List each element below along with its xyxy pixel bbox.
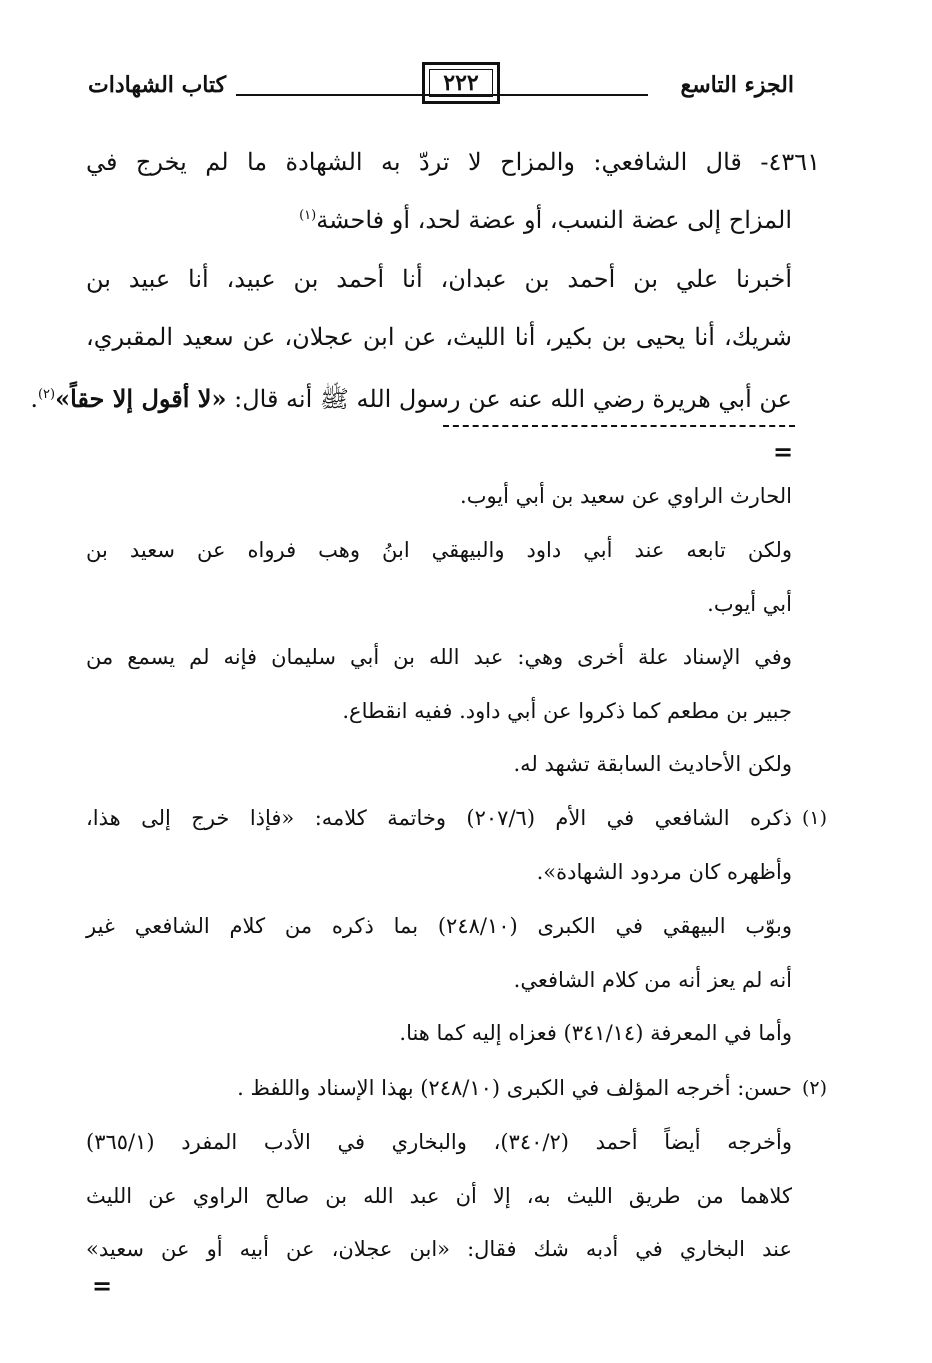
footnote-1-number: (١) bbox=[801, 807, 827, 829]
footnote-1-line-1: ذكره الشافعي في الأم (٢٠٧/٦) وخاتمة كلامه: «فإذا خرج إلى هذا، bbox=[86, 806, 792, 830]
text-line-5: عن أبي هريرة رضي الله عنه عن رسول الله ﷺ أنه قال: «لا أقول إلا حقاً»$^{(٢)}$. bbox=[30, 384, 792, 413]
continuation-mark-top: = bbox=[773, 437, 794, 466]
footnote-1-line-3: وبوّب البيهقي في الكبرى (٢٤٨/١٠) بما ذكره من كلام الشافعي غير bbox=[86, 914, 792, 938]
note-line-6: ولكن الأحاديث السابقة تشهد له. bbox=[513, 752, 792, 776]
note-line-1: الحارث الراوي عن سعيد بن أبي أيوب. bbox=[460, 484, 792, 508]
continuation-mark-bottom: = bbox=[92, 1271, 113, 1300]
footnote-2-line-4: عند البخاري في أدبه شك فقال: «ابن عجلان، عن أبيه أو عن سعيد» bbox=[86, 1237, 792, 1261]
hadith-quote: «لا أقول إلا حقاً» bbox=[55, 384, 227, 413]
header-rule-left bbox=[236, 94, 422, 96]
note-line-4: وفي الإسناد علة أخرى وهي: عبد الله بن أبي سليمان فإنه لم يسمع من bbox=[86, 645, 792, 669]
volume-title: الجزء التاسع bbox=[680, 72, 794, 98]
text-line-3: أخبرنا علي بن أحمد بن عبدان، أنا أحمد بن عبيد، أنا عبيد بن bbox=[86, 265, 792, 293]
page-number-box bbox=[422, 62, 500, 104]
text-line-1: ٤٣٦١- قال الشافعي: والمزاح لا تردّ به الشهادة ما لم يخرج في bbox=[86, 148, 820, 176]
book-title: كتاب الشهادات bbox=[88, 72, 227, 98]
footnote-2-number: (٢) bbox=[801, 1077, 827, 1099]
page-number: ٢٢٢ bbox=[429, 69, 493, 97]
footnote-2-line-2: وأخرجه أيضاً أحمد (٣٤٠/٢)، والبخاري في الأدب المفرد (٣٦٥/١) bbox=[86, 1130, 792, 1154]
footnote-ref-1: (١) bbox=[299, 208, 317, 223]
footnote-separator bbox=[443, 425, 795, 427]
footnote-2-line-3: كلاهما من طريق الليث به، إلا أن عبد الله بن صالح الراوي عن الليث bbox=[86, 1184, 792, 1208]
text-line-2: المزاح إلى عضة النسب، أو عضة لحد، أو فاحشة$^{(١)}$ bbox=[299, 206, 792, 234]
footnote-1-line-2: وأظهره كان مردود الشهادة». bbox=[536, 860, 792, 884]
hadith-number: ٤٣٦١- bbox=[760, 148, 820, 176]
footnote-1-line-4: أنه لم يعز أنه من كلام الشافعي. bbox=[513, 968, 792, 992]
footnote-2-line-1: حسن: أخرجه المؤلف في الكبرى (٢٤٨/١٠) بهذا الإسناد واللفظ . bbox=[237, 1076, 792, 1100]
page-header bbox=[88, 62, 794, 112]
footnote-ref-2: (٢) bbox=[37, 387, 56, 402]
text-line-4: شريك، أنا يحيى بن بكير، أنا الليث، عن ابن عجلان، عن سعيد المقبري، bbox=[86, 323, 792, 351]
note-line-3: أبي أيوب. bbox=[707, 592, 792, 616]
note-line-5: جبير بن مطعم كما ذكروا عن أبي داود. ففيه انقطاع. bbox=[342, 699, 792, 723]
note-line-2: ولكن تابعه عند أبي داود والبيهقي ابنُ وهب فرواه عن سعيد بن bbox=[86, 538, 792, 562]
footnote-1-line-5: وأما في المعرفة (٣٤١/١٤) فعزاه إليه كما هنا. bbox=[399, 1021, 792, 1045]
